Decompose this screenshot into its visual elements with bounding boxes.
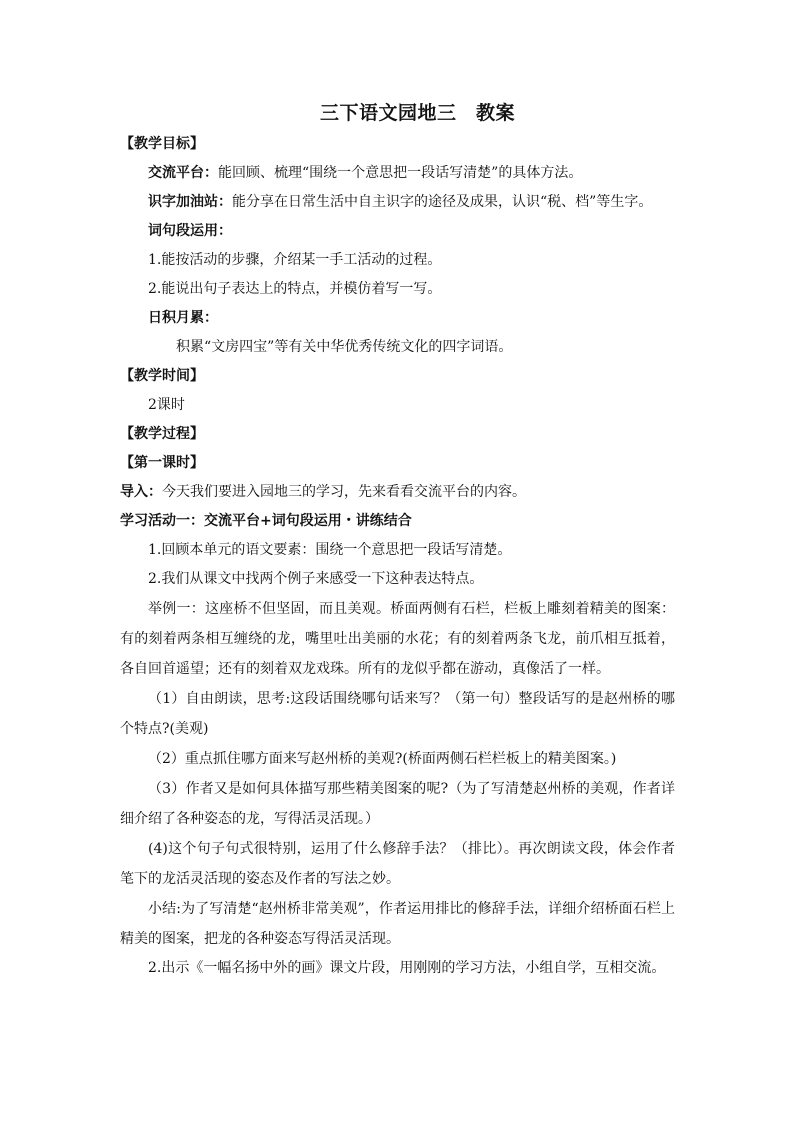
example-one-paragraph: 举例一：这座桥不但坚固，而且美观。桥面两侧有石栏，栏板上雕刻着精美的图案：有的刻着两条相互缠绕的龙，嘴里吐出美丽的水花；有的刻着两条飞龙，前爪相互抵着，各自回首遥望；还有的刻着双龙戏珠。所有的龙似乎都在游动，真像活了一样。 (120, 601, 675, 677)
goal-literacy-label: 识字加油站： (148, 194, 232, 210)
intro-label: 导入： (120, 484, 162, 500)
step-item: 2.我们从课文中找两个例子来感受一下这种表达特点。 (148, 571, 484, 587)
document-title: 三下语文园地三 教案 (319, 102, 515, 124)
goal-literacy-text: 能分享在日常生活中自主识字的途径及成果，认识“税、档”等生字。 (232, 194, 653, 210)
document-page (120, 100, 675, 983)
summary-paragraph: 小结:为了写清楚“赵州桥非常美观”，作者运用排比的修辞手法，详细介绍桥面石栏上精美的图案，把龙的各种姿态写得活灵活现。 (120, 901, 675, 947)
intro-text: 今天我们要进入园地三的学习，先来看看交流平台的内容。 (162, 484, 526, 500)
step-item-last: 2.出示《一幅名扬中外的画》课文片段，用刚刚的学习方法，小组自学，互相交流。 (148, 960, 666, 976)
goal-words-item: 1.能按活动的步骤，介绍某一手工活动的过程。 (148, 252, 442, 268)
goal-exchange-text: 能回顾、梳理“围绕一个意思把一段话写清楚”的具体方法。 (218, 165, 583, 181)
goal-daily-text: 积累“文房四宝”等有关中华优秀传统文化的四字词语。 (176, 339, 513, 355)
goal-exchange-label: 交流平台： (148, 165, 218, 181)
question-paragraph: （1）自由朗读，思考:这段话围绕哪句话来写？（第一句）整段话写的是赵州桥的哪个特点?(美观) (120, 691, 675, 737)
goal-words-label: 词句段运用： (148, 223, 232, 239)
goal-exchange-platform (120, 159, 675, 188)
goal-words-item: 2.能说出句子表达上的特点，并模仿着写一写。 (148, 281, 442, 297)
step-item: 1.回顾本单元的语文要素：围绕一个意思把一段话写清楚。 (148, 542, 512, 558)
intro-line (120, 478, 675, 507)
teaching-time-value: 2课时 (148, 397, 185, 413)
question-paragraph: （2）重点抓住哪方面来写赵州桥的美观?(桥面两侧石栏栏板上的精美图案。) (148, 751, 617, 767)
goal-literacy (120, 188, 675, 217)
teaching-time-heading: 【教学时间】 (120, 368, 204, 384)
teaching-process-heading: 【教学过程】 (120, 426, 204, 442)
question-paragraph: (4)这个句子句式很特别，运用了什么修辞手法？（排比）。再次朗读文段，体会作者笔下的龙活灵活现的姿态及作者的写法之妙。 (120, 841, 675, 887)
teaching-goals-heading: 【教学目标】 (120, 136, 204, 152)
lesson-one-heading: 【第一课时】 (120, 455, 204, 471)
question-paragraph: （3）作者又是如何具体描写那些精美图案的呢?（为了写清楚赵州桥的美观，作者详细介绍了各种姿态的龙，写得活灵活现。） (120, 781, 675, 827)
goal-daily-label: 日积月累： (148, 310, 218, 326)
activity-one-heading: 学习活动一：交流平台+词句段运用・讲练结合 (120, 513, 412, 529)
